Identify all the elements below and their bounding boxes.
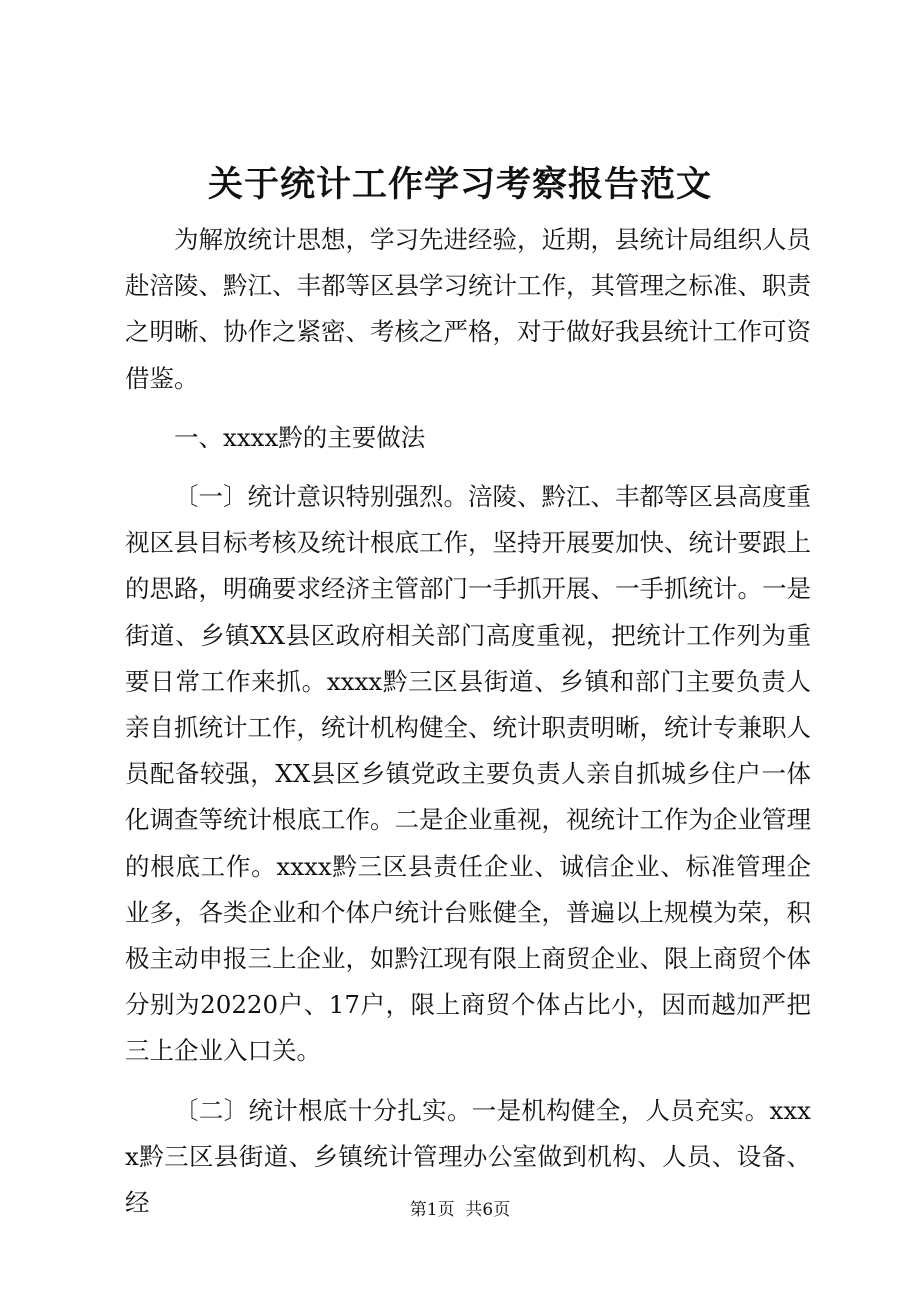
- page-number: 第1页: [409, 1200, 455, 1220]
- document-body: [125, 217, 811, 1226]
- document-title: 关于统计工作学习考察报告范文: [207, 164, 712, 205]
- paragraph-intro: 为解放统计思想，学习先进经验，近期，县统计局组织人员赴涪陵、黔江、丰都等区县学习统计工作，其管理之标准、职责之明晰、协作之紧密、考核之严格，对于做好我县统计工作可资借鉴。: [125, 225, 811, 393]
- page-footer: [0, 1198, 920, 1222]
- section-heading-1: 一、xxxx黔的主要做法: [174, 422, 426, 452]
- paragraph-section-1-2: 〔二〕统计根底十分扎实。一是机构健全，人员充实。xxxx黔三区县街道、乡镇统计管理办公室做到机构、人员、设备、经: [125, 1095, 811, 1218]
- paragraph-section-1-1: 〔一〕统计意识特别强烈。涪陵、黔江、丰都等区县高度重视区县目标考核及统计根底工作，坚持开展要加快、统计要跟上的思路，明确要求经济主管部门一手抓开展、一手抓统计。一是街道、乡镇XX县区政府相关部门高度重视，把统计工作列为重要日常工作来抓。xxxx黔三区县街道、乡镇和部门主要负责人亲自抓统计工作，统计机构健全、统计职责明晰，统计专兼职人员配备较强，XX县区乡镇党政主要负责人亲自抓城乡住户一体化调查等统计根底工作。二是企业重视，视统计工作为企业管理的根底工作。xxxx黔三区县责任企业、诚信企业、标准管理企业多，各类企业和个体户统计台账健全，普遍以上规模为荣，积极主动申报三上企业，如黔江现有限上商贸企业、限上商贸个体分别为20220户、17户，限上商贸个体占比小，因而越加严把三上企业入口关。: [125, 482, 811, 1066]
- page-total: 共6页: [465, 1200, 511, 1220]
